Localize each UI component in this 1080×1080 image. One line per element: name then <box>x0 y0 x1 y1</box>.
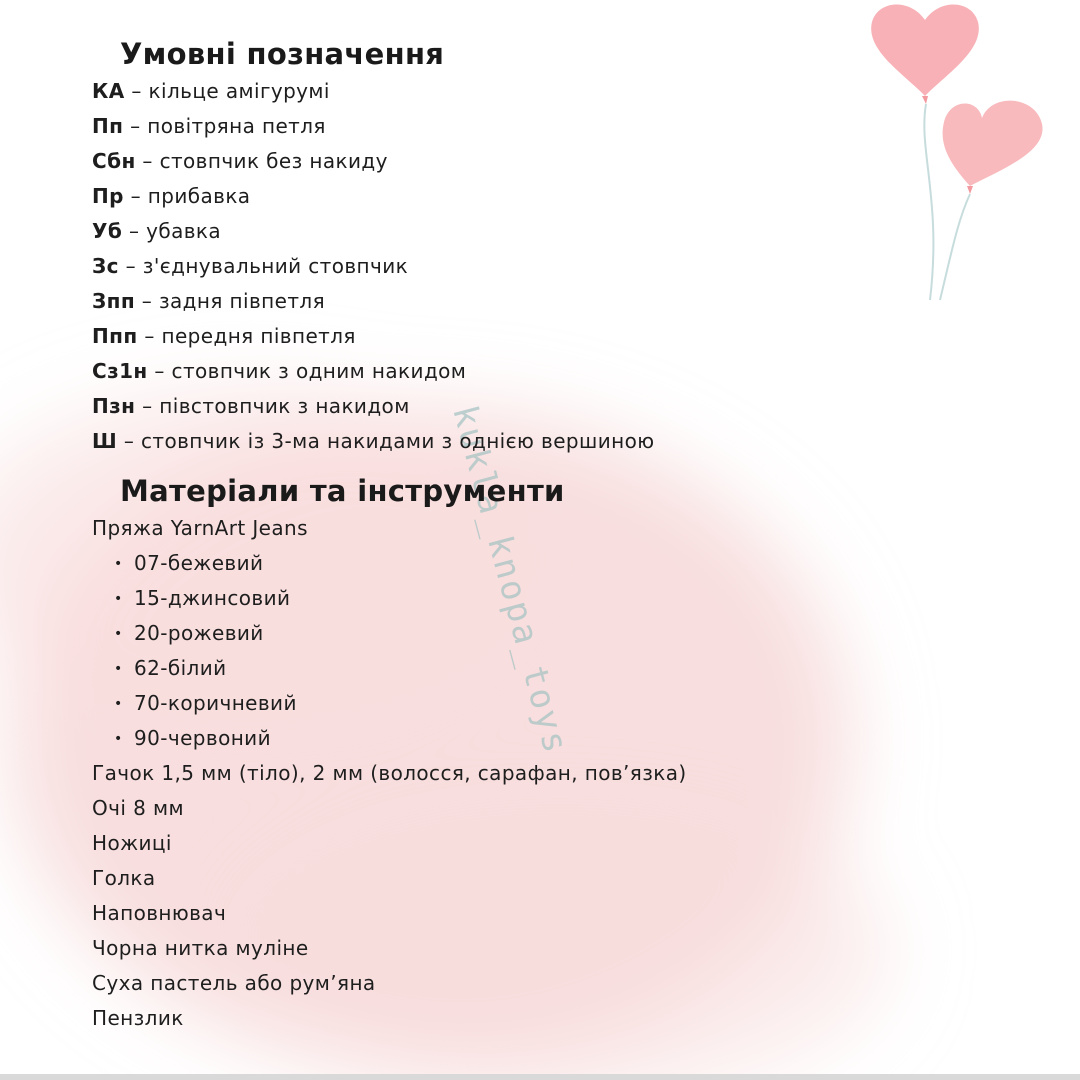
bullet-icon: • <box>114 661 123 677</box>
bullet-icon: • <box>114 626 123 642</box>
legend-item: Пр – прибавка <box>92 184 251 208</box>
tool-item: Чорна нитка муліне <box>92 936 309 960</box>
legend-item: Сбн – стовпчик без накиду <box>92 149 388 173</box>
legend-item: Пзн – півстовпчик з накидом <box>92 394 410 418</box>
yarn-color-item: • 90-червоний <box>92 721 687 756</box>
legend-title: Умовні позначення <box>120 37 445 71</box>
bullet-icon: • <box>114 556 123 572</box>
legend-item: КА – кільце амігурумі <box>92 79 330 103</box>
tool-item: Очі 8 мм <box>92 796 184 820</box>
legend-item: Зс – з'єднувальний стовпчик <box>92 254 409 278</box>
yarn-color-item: • 07-бежевий <box>92 546 687 581</box>
legend-item: Сз1н – стовпчик з одним накидом <box>92 359 467 383</box>
tool-item: Ножиці <box>92 831 172 855</box>
yarn-label: Пряжа YarnArt Jeans <box>92 516 308 540</box>
materials-title: Матеріали та інструменти <box>120 474 565 508</box>
bullet-icon: • <box>114 731 123 747</box>
bullet-icon: • <box>114 696 123 712</box>
tool-item: Гачок 1,5 мм (тіло), 2 мм (волосся, сарафан, пов’язка) <box>92 761 687 785</box>
legend-item: Зпп – задня півпетля <box>92 289 326 313</box>
yarn-color-item: • 15-джинсовий <box>92 581 687 616</box>
tool-item: Наповнювач <box>92 901 227 925</box>
legend-item: Пп – повітряна петля <box>92 114 326 138</box>
legend-item: Уб – убавка <box>92 219 222 243</box>
legend-item: Ш – стовпчик із 3-ма накидами з однією вершиною <box>92 429 655 453</box>
watermark-text: kukla_knopa_toys <box>444 401 576 759</box>
yarn-color-item: • 70-коричневий <box>92 686 687 721</box>
yarn-color-item: • 20-рожевий <box>92 616 687 651</box>
tool-item: Суха пастель або рум’яна <box>92 971 376 995</box>
heart-balloons-icon <box>860 0 1060 310</box>
bottom-divider <box>0 1074 1080 1080</box>
yarn-color-item: • 62-білий <box>92 651 687 686</box>
document-content <box>92 34 687 1036</box>
tool-item: Голка <box>92 866 156 890</box>
tool-item: Пензлик <box>92 1006 184 1030</box>
legend-item: Ппп – передня півпетля <box>92 324 356 348</box>
bullet-icon: • <box>114 591 123 607</box>
